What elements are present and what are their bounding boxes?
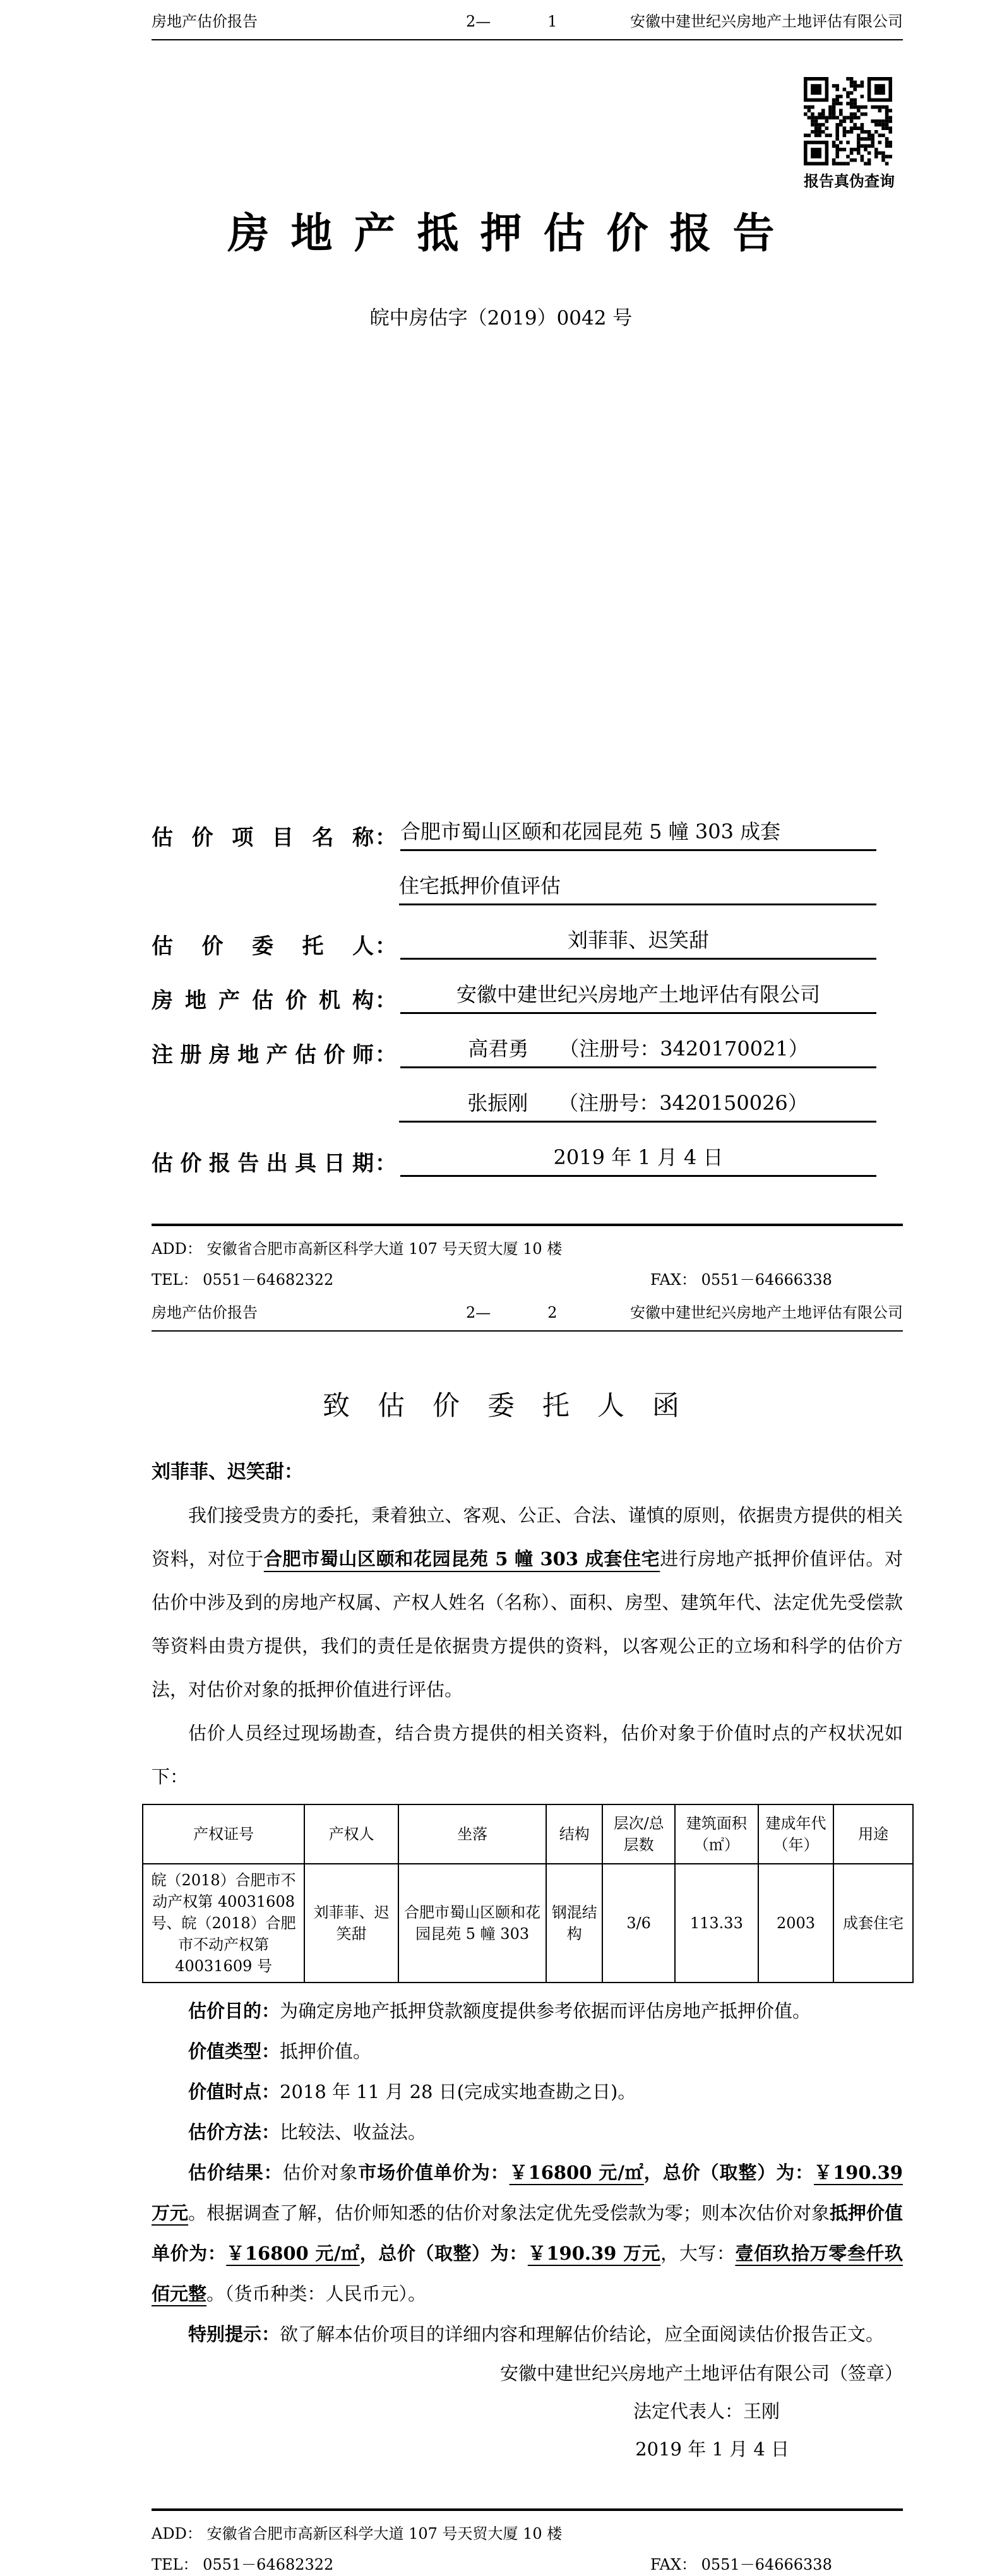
- subject-property: 合肥市蜀山区颐和花园昆苑 5 幢 303 成套住宅: [263, 1548, 660, 1570]
- appraisal-method: 估价方法：比较法、收益法。: [188, 2121, 427, 2143]
- field-report-date: [152, 1123, 903, 1177]
- page-number-value: 2: [547, 1304, 558, 1321]
- report-title: 房地产抵押估价报告: [227, 208, 796, 258]
- col-year-built: 建成年代（年）: [758, 1804, 834, 1864]
- paragraph-survey: 估价人员经过现场勘查，结合贵方提供的相关资料，估价对象于价值时点的产权状况如下：: [152, 1722, 903, 1787]
- field-value: 住宅抵押价值评估: [399, 870, 876, 905]
- appraisal-summary: [152, 1991, 903, 2354]
- qr-block: [804, 77, 895, 191]
- field-agency: [152, 960, 903, 1014]
- field-client: [152, 905, 903, 960]
- field-colon: ：: [375, 825, 397, 850]
- signature-company: 安徽中建世纪兴房地产土地评估有限公司（签章）: [499, 2363, 903, 2384]
- page-footer: [152, 2508, 903, 2574]
- page-footer: [152, 1224, 903, 1289]
- field-value: 2019 年 1 月 4 日: [400, 1142, 876, 1177]
- page-number: [466, 1304, 558, 1321]
- footer-fax: FAX： 0551－64666338: [650, 1271, 832, 1289]
- col-floor: 层次/总层数: [602, 1804, 675, 1864]
- unit-price-value: ￥16800 元/㎡: [509, 2162, 644, 2183]
- field-value: 高君勇 （注册号：3420170021）: [400, 1033, 876, 1068]
- value-date: 价值时点：2018 年 11 月 28 日(完成实地查勘之日)。: [188, 2081, 636, 2102]
- footer-tel: TEL： 0551－64682322: [152, 1271, 334, 1289]
- footer-address: ADD： 安徽省合肥市高新区科学大道 107 号天贸大厦 10 楼: [152, 2525, 563, 2543]
- cell-year-built: 2003: [758, 1864, 834, 1983]
- field-project-name: [152, 797, 903, 851]
- signature-legal-representative: 法定代表人：王刚: [633, 2400, 780, 2422]
- field-label: 注册房地产估价师: [152, 1042, 374, 1068]
- footer-address: ADD： 安徽省合肥市高新区科学大道 107 号天贸大厦 10 楼: [152, 1240, 563, 1258]
- col-owner: 产权人: [304, 1804, 398, 1864]
- field-label: 房地产估价机构: [152, 988, 374, 1013]
- running-header-company: 安徽中建世纪兴房地产土地评估有限公司: [630, 13, 903, 30]
- signature-date: 2019 年 1 月 4 日: [635, 2438, 789, 2460]
- field-colon: ：: [375, 1042, 397, 1068]
- col-certificate-no: 产权证号: [143, 1804, 304, 1864]
- footer-fax: FAX： 0551－64666338: [650, 2556, 832, 2573]
- table-row: [143, 1864, 913, 1983]
- signature-block: [152, 2354, 903, 2468]
- field-value: 刘菲菲、迟笑甜: [400, 924, 876, 960]
- mortgage-total-price-value: ￥190.39 万元: [527, 2243, 661, 2264]
- page-number-value: 1: [547, 13, 558, 30]
- field-colon: ：: [375, 988, 397, 1013]
- field-colon: ：: [375, 1151, 397, 1176]
- cover-fields: [152, 797, 903, 1177]
- col-location: 坐落: [398, 1804, 546, 1864]
- letter-page: [0, 1291, 1002, 2576]
- special-notice: 特别提示：欲了解本估价项目的详细内容和理解估价结论，应全面阅读估价报告正文。: [188, 2323, 885, 2345]
- table-header-row: [143, 1804, 913, 1864]
- property-rights-table: [142, 1804, 914, 1983]
- salutation: 刘菲菲、迟笑甜：: [152, 1461, 303, 1483]
- footer-contacts: [152, 2552, 903, 2574]
- total-price-value: ￥190.39 万元: [152, 2162, 903, 2224]
- field-project-name-line2: [152, 851, 903, 905]
- page-number: [466, 13, 558, 30]
- cell-structure: 钢混结构: [546, 1864, 602, 1983]
- cell-floor: 3/6: [602, 1864, 675, 1983]
- cell-certificate-no: 皖（2018）合肥市不动产权第 40031608 号、皖（2018）合肥市不动产权第 40031609 号: [143, 1864, 304, 1983]
- qr-code-icon: [804, 77, 892, 165]
- col-use: 用途: [833, 1804, 913, 1864]
- amount-in-words: 壹佰玖拾万零叁仟玖佰元整: [152, 2243, 903, 2305]
- running-header: [152, 1300, 903, 1332]
- field-label: 估价项目名称: [152, 825, 374, 850]
- cell-location: 合肥市蜀山区颐和花园昆苑 5 幢 303: [398, 1864, 546, 1983]
- field-appraiser-2: [152, 1068, 903, 1123]
- col-structure: 结构: [546, 1804, 602, 1864]
- cell-area: 113.33: [675, 1864, 758, 1983]
- page-number-prefix: 2—: [466, 1304, 491, 1321]
- field-colon: ：: [375, 934, 397, 959]
- appraisal-result: 估价结果：估价对象市场价值单价为：￥16800 元/㎡，总价（取整）为：￥190.39 万元。根据调查了解，估价师知悉的估价对象法定优先受偿款为零；则本次估价对象抵押价值单价为：￥16800 元/㎡，总价（取整）为：￥190.39 万元，大写：壹佰玖拾万零叁仟玖佰元整。（货币种类：人民币元）。: [152, 2162, 903, 2305]
- letter-heading: 致估价委托人函: [323, 1390, 707, 1422]
- footer-contacts: [152, 1267, 903, 1289]
- field-appraiser-1: [152, 1014, 903, 1068]
- running-header-company: 安徽中建世纪兴房地产土地评估有限公司: [630, 1304, 903, 1321]
- value-type: 价值类型：抵押价值。: [188, 2041, 372, 2062]
- appraisal-purpose: 估价目的：为确定房地产抵押贷款额度提供参考依据而评估房地产抵押价值。: [188, 2000, 811, 2022]
- cell-use: 成套住宅: [833, 1864, 913, 1983]
- cell-owner: 刘菲菲、迟笑甜: [304, 1864, 398, 1983]
- field-value: 张振刚 （注册号：3420150026）: [399, 1087, 876, 1123]
- field-value: 合肥市蜀山区颐和花园昆苑 5 幢 303 成套: [400, 816, 876, 851]
- page-number-prefix: 2—: [466, 13, 491, 30]
- field-label: 估价报告出具日期: [152, 1151, 374, 1176]
- paragraph-intro: 我们接受贵方的委托，秉着独立、客观、公正、合法、谨慎的原则，依据贵方提供的相关资料，对位于合肥市蜀山区颐和花园昆苑 5 幢 303 成套住宅进行房地产抵押价值评估。对估价中涉及到的房地产权属、产权人姓名（名称）、面积、房型、建筑年代、法定优先受偿款等资料由贵方提供，我们的责任是依据贵方提供的资料，以客观公正的立场和科学的估价方法，对估价对象的抵押价值进行评估。: [152, 1505, 903, 1700]
- qr-caption: 报告真伪查询: [804, 172, 895, 190]
- running-header: [152, 9, 903, 40]
- field-value: 安徽中建世纪兴房地产土地评估有限公司: [400, 979, 876, 1014]
- footer-tel: TEL： 0551－64682322: [152, 2556, 334, 2573]
- running-header-title: 房地产估价报告: [152, 13, 258, 30]
- mortgage-unit-price-value: ￥16800 元/㎡: [226, 2243, 360, 2264]
- letter-body: [152, 1450, 903, 2468]
- running-header-title: 房地产估价报告: [152, 1304, 258, 1321]
- col-area: 建筑面积（㎡）: [675, 1804, 758, 1864]
- field-label: 估价委托人: [152, 934, 374, 959]
- report-doc-number: 皖中房估字（2019）0042 号: [369, 307, 633, 330]
